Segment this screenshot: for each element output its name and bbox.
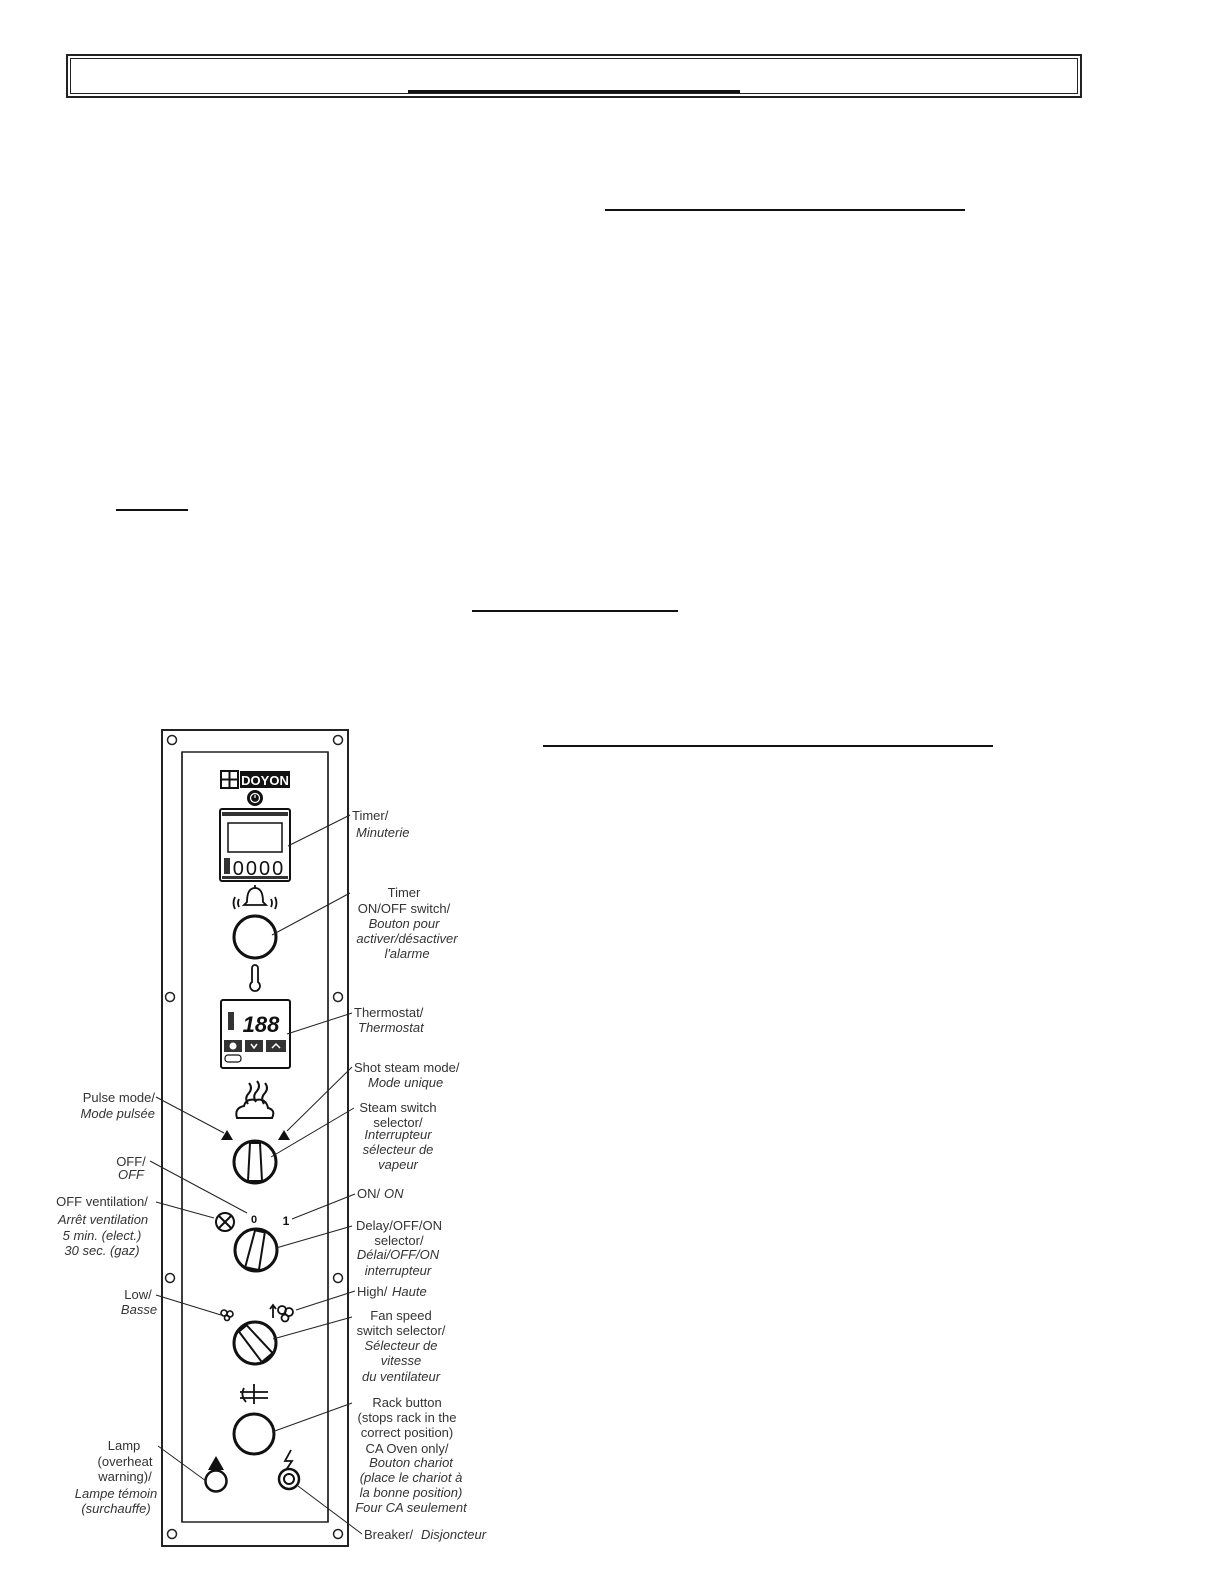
svg-text:Lampe témoin: Lampe témoin bbox=[74, 1486, 158, 1501]
label-shot-steam bbox=[354, 1060, 460, 1090]
svg-text:Arrêt ventilation: Arrêt ventilation bbox=[57, 1212, 149, 1227]
timer-digits: 0000 bbox=[232, 858, 286, 880]
steam-selector-knob bbox=[234, 1141, 276, 1183]
svg-text:switch selector/: switch selector/ bbox=[356, 1323, 446, 1338]
label-rack-button bbox=[355, 1395, 468, 1515]
svg-text:(place le chariot à: (place le chariot à bbox=[359, 1470, 463, 1485]
on-mark: 1 bbox=[282, 1214, 290, 1228]
svg-text:Thermostat: Thermostat bbox=[358, 1020, 424, 1035]
steam-icon bbox=[236, 1081, 273, 1118]
ventilation-off-icon bbox=[216, 1213, 234, 1231]
svg-text:OFF: OFF bbox=[118, 1167, 144, 1182]
fan-high-icon bbox=[270, 1305, 293, 1322]
svg-text:correct position): correct position) bbox=[360, 1425, 454, 1440]
svg-text:vapeur: vapeur bbox=[378, 1157, 418, 1172]
fan-speed-knob bbox=[234, 1322, 276, 1364]
label-on bbox=[357, 1186, 404, 1201]
label-thermostat bbox=[354, 1005, 425, 1035]
svg-text:Délai/OFF/ON: Délai/OFF/ON bbox=[356, 1247, 440, 1262]
svg-text:vitesse: vitesse bbox=[380, 1353, 422, 1368]
fan-low-icon bbox=[221, 1310, 233, 1321]
breaker-button bbox=[279, 1469, 299, 1489]
svg-text:(surchauffe): (surchauffe) bbox=[81, 1501, 151, 1516]
off-mark: 0 bbox=[250, 1214, 258, 1226]
label-fan-selector bbox=[357, 1308, 446, 1384]
svg-text:Lamp: Lamp bbox=[107, 1438, 141, 1453]
thermometer-icon bbox=[250, 965, 260, 991]
timer-switch-button bbox=[234, 916, 276, 958]
svg-text:Mode pulsée: Mode pulsée bbox=[80, 1106, 155, 1121]
svg-text:(stops rack in the: (stops rack in the bbox=[357, 1410, 457, 1425]
svg-text:ON/OFF switch/: ON/OFF switch/ bbox=[357, 901, 451, 916]
svg-text:30 sec. (gaz): 30 sec. (gaz) bbox=[64, 1243, 140, 1258]
svg-text:Timer: Timer bbox=[387, 885, 421, 900]
label-low bbox=[121, 1287, 157, 1317]
label-timer bbox=[352, 808, 409, 840]
svg-text:sélecteur de: sélecteur de bbox=[362, 1142, 434, 1157]
label-pulse-mode bbox=[81, 1090, 156, 1121]
svg-text:selector/: selector/ bbox=[373, 1115, 423, 1130]
lightning-icon bbox=[285, 1450, 292, 1470]
svg-text:Bouton chariot: Bouton chariot bbox=[369, 1455, 453, 1470]
rack-button bbox=[234, 1414, 274, 1454]
svg-text:Timer/: Timer/ bbox=[352, 808, 389, 823]
shot-steam-icon bbox=[278, 1130, 290, 1140]
svg-text:warning)/: warning)/ bbox=[98, 1469, 152, 1484]
svg-text:Basse: Basse bbox=[120, 1302, 158, 1317]
svg-text:ON/: ON/ bbox=[357, 1186, 381, 1201]
svg-text:ON: ON bbox=[384, 1186, 404, 1201]
svg-text:Breaker/: Breaker/ bbox=[364, 1527, 414, 1542]
label-lamp bbox=[75, 1438, 157, 1516]
label-breaker bbox=[364, 1527, 487, 1542]
pulse-mode-icon bbox=[221, 1130, 233, 1140]
svg-text:selector/: selector/ bbox=[374, 1233, 424, 1248]
svg-text:Low/: Low/ bbox=[124, 1287, 152, 1302]
warning-icon bbox=[208, 1456, 224, 1470]
svg-text:Fan speed: Fan speed bbox=[370, 1308, 432, 1323]
bell-icon bbox=[234, 885, 277, 909]
svg-text:Haute: Haute bbox=[392, 1284, 427, 1299]
svg-text:Mode unique: Mode unique bbox=[368, 1075, 444, 1090]
svg-text:Pulse mode/: Pulse mode/ bbox=[82, 1090, 155, 1105]
svg-text:OFF/: OFF/ bbox=[116, 1154, 146, 1169]
label-delay-selector bbox=[356, 1218, 442, 1278]
svg-text:High/: High/ bbox=[357, 1284, 388, 1299]
svg-text:Interrupteur: Interrupteur bbox=[364, 1127, 432, 1142]
delay-selector-knob bbox=[235, 1229, 277, 1271]
svg-text:5 min. (elect.): 5 min. (elect.) bbox=[62, 1228, 142, 1243]
svg-text:Shot steam mode/: Shot steam mode/ bbox=[354, 1060, 460, 1075]
svg-text:activer/désactiver: activer/désactiver bbox=[356, 931, 458, 946]
svg-text:(overheat: (overheat bbox=[97, 1454, 153, 1469]
svg-text:Steam switch: Steam switch bbox=[359, 1100, 437, 1115]
svg-text:Rack button: Rack button bbox=[372, 1395, 442, 1410]
svg-text:Thermostat/: Thermostat/ bbox=[354, 1005, 424, 1020]
svg-text:interrupteur: interrupteur bbox=[364, 1263, 432, 1278]
svg-text:l'alarme: l'alarme bbox=[384, 946, 430, 961]
svg-text:Delay/OFF/ON: Delay/OFF/ON bbox=[356, 1218, 442, 1233]
svg-text:du ventilateur: du ventilateur bbox=[361, 1369, 441, 1384]
label-high bbox=[357, 1284, 427, 1299]
label-steam-selector bbox=[359, 1100, 436, 1172]
rack-icon bbox=[240, 1384, 268, 1404]
svg-text:Sélecteur de: Sélecteur de bbox=[364, 1338, 438, 1353]
overheat-lamp bbox=[206, 1471, 227, 1492]
svg-text:la bonne position): la bonne position) bbox=[359, 1485, 463, 1500]
label-off bbox=[116, 1154, 146, 1182]
svg-text:Four CA seulement: Four CA seulement bbox=[355, 1500, 467, 1515]
label-timer-switch bbox=[356, 885, 458, 961]
svg-text:Bouton pour: Bouton pour bbox=[368, 916, 440, 931]
svg-text:Disjoncteur: Disjoncteur bbox=[421, 1527, 487, 1542]
brand-text: DOYON bbox=[241, 773, 289, 788]
thermostat-digits: 188 bbox=[242, 1012, 280, 1037]
svg-text:Minuterie: Minuterie bbox=[356, 825, 410, 840]
svg-text:CA Oven only/: CA Oven only/ bbox=[365, 1441, 449, 1456]
svg-text:OFF ventilation/: OFF ventilation/ bbox=[56, 1194, 148, 1209]
label-off-ventilation bbox=[56, 1194, 148, 1258]
